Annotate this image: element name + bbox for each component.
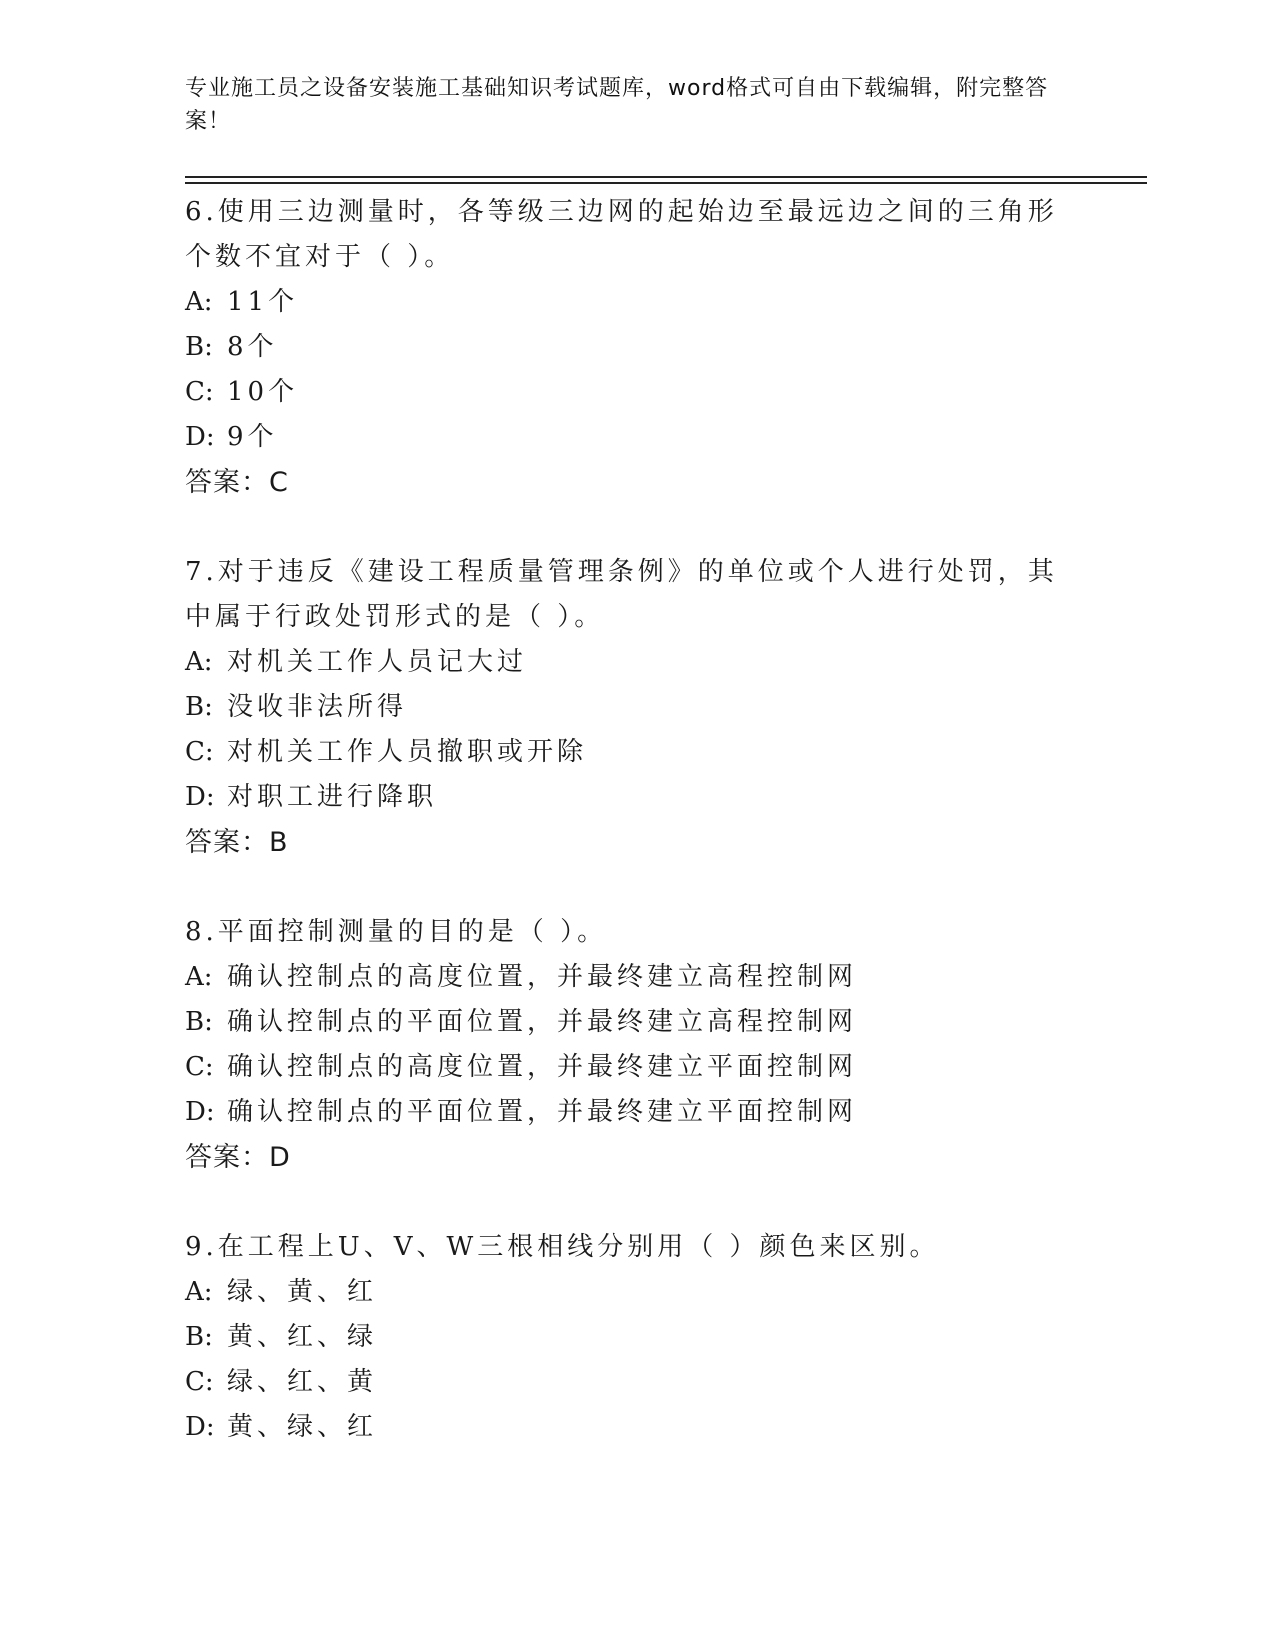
option-letter: B:	[185, 1322, 213, 1352]
option-text: 黄、红、绿	[227, 1322, 378, 1352]
option-text: 10个	[227, 377, 299, 407]
option-text: 8个	[227, 332, 278, 362]
option-text: 没收非法所得	[227, 692, 408, 722]
option-letter: C:	[185, 737, 214, 767]
question-stem: 9.在工程上U、V、W三根相线分别用（ ）颜色来区别。	[185, 1232, 940, 1262]
option-c	[185, 730, 1145, 775]
answer-line: 答案：C	[185, 467, 289, 498]
option-letter: A:	[185, 287, 213, 317]
option-text: 对机关工作人员记大过	[227, 647, 528, 677]
question-9	[185, 1225, 1145, 1450]
option-c	[185, 370, 1145, 415]
option-text: 对机关工作人员撤职或开除	[227, 737, 588, 767]
question-stem: 6.使用三边测量时，各等级三边网的起始边至最远边之间的三角形个数不宜对于（ ）。	[185, 197, 1058, 272]
option-letter: C:	[185, 1367, 214, 1397]
option-c	[185, 1360, 1145, 1405]
option-text: 黄、绿、红	[227, 1412, 378, 1442]
option-a	[185, 955, 1145, 1000]
option-letter: A:	[185, 1277, 213, 1307]
option-text: 9个	[227, 422, 278, 452]
header-rule-bottom	[185, 182, 1147, 184]
option-c	[185, 1045, 1145, 1090]
option-letter: D:	[185, 782, 215, 812]
question-stem: 8.平面控制测量的目的是（ ）。	[185, 917, 608, 947]
option-text: 绿、红、黄	[227, 1367, 378, 1397]
option-letter: A:	[185, 647, 213, 677]
option-letter: C:	[185, 1052, 214, 1082]
option-text: 确认控制点的高度位置，并最终建立高程控制网	[227, 962, 858, 992]
option-b	[185, 325, 1145, 370]
option-a	[185, 640, 1145, 685]
document-header: 专业施工员之设备安装施工基础知识考试题库，word格式可自由下载编辑，附完整答案！	[185, 76, 1049, 134]
option-d	[185, 415, 1145, 460]
option-letter: D:	[185, 1412, 215, 1442]
option-d	[185, 775, 1145, 820]
header-rule-top	[185, 176, 1147, 178]
option-text: 11个	[227, 287, 299, 317]
option-letter: B:	[185, 692, 213, 722]
answer-line: 答案：D	[185, 1142, 291, 1173]
option-d	[185, 1405, 1145, 1450]
option-letter: D:	[185, 422, 215, 452]
question-8	[185, 910, 1145, 1180]
question-7	[185, 550, 1145, 865]
option-b	[185, 685, 1145, 730]
answer-line: 答案：B	[185, 827, 289, 858]
option-letter: B:	[185, 332, 213, 362]
question-6	[185, 190, 1145, 505]
option-text: 确认控制点的平面位置，并最终建立高程控制网	[227, 1007, 858, 1037]
option-b	[185, 1000, 1145, 1045]
option-text: 对职工进行降职	[227, 782, 438, 812]
option-text: 确认控制点的平面位置，并最终建立平面控制网	[227, 1097, 858, 1127]
option-letter: D:	[185, 1097, 215, 1127]
option-letter: B:	[185, 1007, 213, 1037]
option-text: 绿、黄、红	[227, 1277, 378, 1307]
option-d	[185, 1090, 1145, 1135]
option-a	[185, 1270, 1145, 1315]
question-list	[185, 190, 1145, 1450]
question-stem: 7.对于违反《建设工程质量管理条例》的单位或个人进行处罚，其中属于行政处罚形式的是（ ）。	[185, 557, 1058, 632]
option-letter: A:	[185, 962, 213, 992]
option-text: 确认控制点的高度位置，并最终建立平面控制网	[227, 1052, 858, 1082]
option-letter: C:	[185, 377, 214, 407]
option-a	[185, 280, 1145, 325]
option-b	[185, 1315, 1145, 1360]
